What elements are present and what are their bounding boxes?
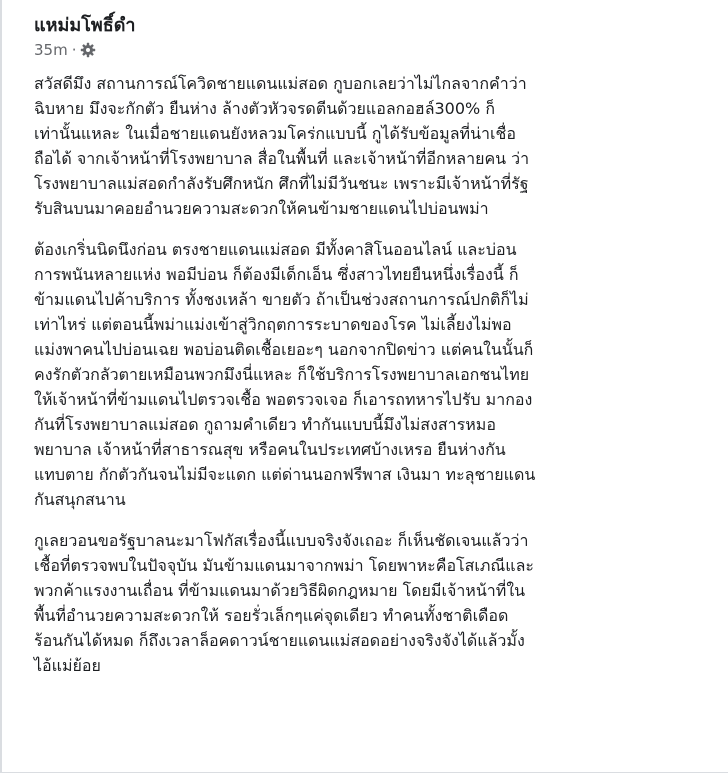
post-text-line: พยาบาล เจ้าหน้าที่สาธารณสุข หรือคนในประเทศบ้างเหรอ ยืนห่างกัน <box>34 440 506 459</box>
post-text-line: ถือได้ จากเจ้าหน้าที่โรงพยาบาล สื่อในพื้นที่ และเจ้าหน้าที่อีกหลายคน ว่า <box>34 149 530 168</box>
post-text-line: โรงพยาบาลแม่สอดกำลังรับศึกหนัก ศึกที่ไม่มีวันชนะ เพราะมีเจ้าหน้าที่รัฐ <box>34 174 529 193</box>
post-text-line: พื้นที่อำนวยความสะดวกให้ รอยรั่วเล็กๆแค่จุดเดียว ทำคนทั้งชาติเดือด <box>34 606 509 625</box>
post-paragraph <box>34 71 714 221</box>
post-text-line: รับสินบนมาคอยอำนวยความสะดวกให้คนข้ามชายแดนไปบ่อนพม่า <box>34 199 489 218</box>
post-text-line: พวกค้าแรงงานเถื่อน ที่ข้ามแดนมาด้วยวิธีผิดกฎหมาย โดยมีเจ้าหน้าที่ใน <box>34 581 526 600</box>
post-text-line: เท่านั้นแหละ ในเมื่อชายแดนยังหลวมโคร่กแบบนี้ กูได้รับข้อมูลที่น่าเชื่อ <box>34 124 516 143</box>
post-text-line: ฉิบหาย มึงจะกักตัว ยืนห่าง ล้างตัวหัวจรดตีนด้วยแอลกอฮล์300% ก็ <box>34 99 496 118</box>
post-text-line: กันที่โรงพยาบาลแม่สอด กูถามคำเดียว ทำกันแบบนี้มึงไม่สงสารหมอ <box>34 415 496 434</box>
post-text-line: คงรักตัวกลัวตายเหมือนพวกมึงนี่แหละ ก็ใช้บริการโรงพยาบาลเอกชนไทย <box>34 365 530 384</box>
post-text-line: ข้ามแดนไปค้าบริการ ทั้งชงเหล้า ขายตัว ถ้าเป็นช่วงสถานการณ์ปกติก็ไม่ <box>34 290 529 309</box>
post-text-line: การพนันหลายแห่ง พอมีบ่อน ก็ต้องมีเด็กเอ็น ซึ่งสาวไทยยืนหนึ่งเรื่องนี้ ก็ <box>34 265 519 284</box>
post-text-line: เชื้อที่ตรวจพบในปัจจุบัน มันข้ามแดนมาจากพม่า โดยพาหะคือโสเภณีและ <box>34 556 534 575</box>
timestamp[interactable]: 35m <box>34 41 68 59</box>
post-text-line: แม่งพาคนไปบ่อนเฉย พอบ่อนติดเชื้อเยอะๆ นอกจากปิดข่าว แต่คนในนั้นก็ <box>34 340 534 359</box>
post-text-line: ต้องเกริ่นนิดนึงก่อน ตรงชายแดนแม่สอด มีทั้งคาสิโนออนไลน์ และบ่อน <box>34 240 517 259</box>
post-body <box>34 71 714 694</box>
post-paragraph <box>34 528 714 678</box>
author-name[interactable]: แหม่มโพธิ์ดำ <box>34 15 136 36</box>
gear-icon[interactable] <box>80 42 96 58</box>
post-text-line: เท่าไหร่ แต่ตอนนี้พม่าแม่งเข้าสู่วิกฤตการระบาดของโรค ไม่เลี้ยงไม่พอ <box>34 315 512 334</box>
post-meta <box>34 41 96 59</box>
post-text-line: กูเลยวอนขอรัฐบาลนะมาโฟกัสเรื่องนี้แบบจริงจังเถอะ ก็เห็นชัดเจนแล้วว่า <box>34 531 529 550</box>
post-text-line: ให้เจ้าหน้าที่ข้ามแดนไปตรวจเชื้อ พอตรวจเจอ ก็เอารถทหารไปรับ มากอง <box>34 390 533 409</box>
post-text-line: ไอ้แม่ย้อย <box>34 656 101 675</box>
post-text-line: สวัสดีมึง สถานการณ์โควิดชายแดนแม่สอด กูบอกเลยว่าไม่ไกลจากคำว่า <box>34 74 527 93</box>
post-text-line: ร้อนกันได้หมด ก็ถึงเวลาล็อคดาวน์ชายแดนแม่สอดอย่างจริงจังได้แล้วมั้ง <box>34 631 525 650</box>
post-text-line: กันสนุกสนาน <box>34 490 126 509</box>
post-text-line: แทบตาย กักตัวกันจนไม่มีจะแดก แต่ด่านนอกฟรีพาส เงินมา ทะลุชายแดน <box>34 465 536 484</box>
meta-separator: · <box>71 41 77 59</box>
post-paragraph <box>34 237 714 512</box>
